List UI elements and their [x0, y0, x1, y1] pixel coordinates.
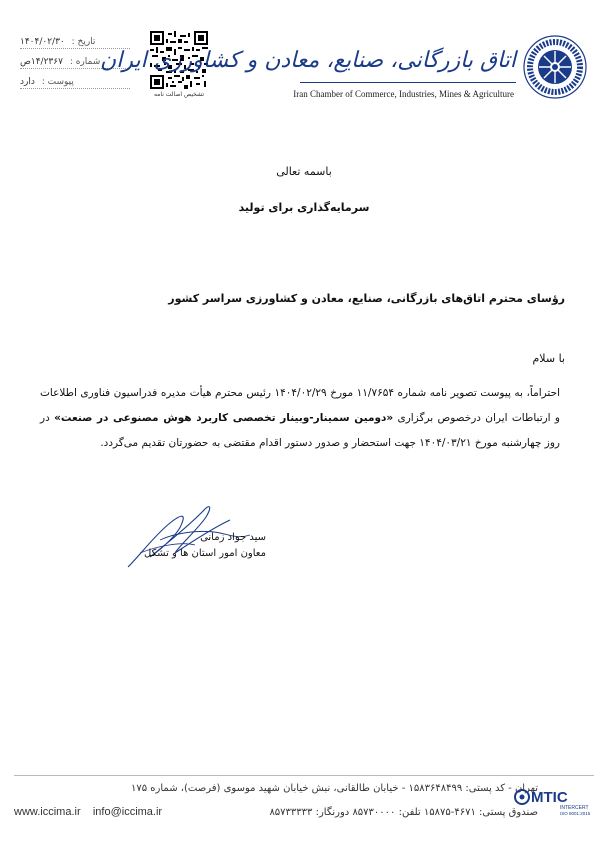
organization-name-en: Iran Chamber of Commerce, Industries, Mines & Agriculture [293, 89, 514, 99]
attachment-row [20, 77, 74, 87]
date-label: تاریخ : [71, 37, 96, 47]
attachment-divider [20, 88, 130, 89]
letter-recipient: رؤسای محترم اتاق‌های بازرگانی، صنایع، معادن و کشاورزی سراسر کشور [168, 292, 565, 305]
footer-address: تهران - کد پستی: ۱۵۸۳۶۴۸۴۹۹ - خیابان طالقانی، نبش خیابان شهید موسوی (فرصت)، شماره ۱۷۵ [131, 783, 538, 794]
cert-brand: MTIC [531, 789, 568, 806]
basmala-heading: باسمه تعالی [276, 165, 332, 178]
letter-greeting: با سلام [532, 352, 565, 365]
qr-caption: تشخیص اصالت نامه [153, 91, 205, 98]
date-value: ۱۴۰۴/۰۲/۳۰ [20, 37, 65, 47]
email-link[interactable]: info@iccima.ir [92, 806, 163, 818]
number-label: شماره : [69, 57, 101, 67]
number-row [20, 57, 100, 67]
footer-divider [14, 775, 594, 776]
cert-sub: INTERCERT [560, 805, 589, 811]
letter-paragraph [40, 381, 560, 456]
organization-name-fa: اتاق بازرگانی، صنایع، معادن و کشاورزی ایران [100, 48, 516, 73]
event-title: «دومین سمینار-وبینار تخصصی کاربرد هوش مصنوعی در صنعت» [54, 412, 394, 424]
letter-paragraph-part1: احتراماً، به پیوست تصویر نامه شماره ۱۱/۷۶۵۴ مورخ ۱۴۰۴/۰۲/۲۹ رئیس محترم هیأت مدیره فدراسیون فناوری اطلاعات و ارتباطات ایران درخصوص برگزاری [40, 387, 560, 424]
date-row [20, 37, 95, 47]
website-link[interactable]: www.iccima.ir [14, 806, 81, 818]
letter-subject: سرمایه‌گذاری برای تولید [238, 201, 370, 214]
header-divider [300, 82, 516, 83]
signer-title: معاون امور استان ها و تشکل [144, 548, 266, 559]
attachment-value: دارد [20, 77, 35, 87]
signer-name: سید جواد زمانی [200, 532, 266, 543]
number-value: ۱۴/۲۳۶۷ص [20, 57, 63, 67]
chamber-logo-icon [522, 34, 588, 100]
letter-paragraph-part2: در روز چهارشنبه مورخ ۱۴۰۴/۰۳/۲۱ جهت استحضار و صدور دستور اقدام مقتضی به حضورتان تقدیم می‌گردد. [40, 412, 560, 449]
footer-contact: صندوق پستی: ۴۶۷۱-۱۵۸۷۵ تلفن: ۸۵۷۳۰۰۰۰ دورنگار: ۸۵۷۳۳۳۳۳ [269, 807, 538, 818]
mtic-certification-logo-icon [514, 786, 596, 818]
attachment-label: پیوست : [41, 77, 74, 87]
cert-iso: ISO 9001:2015 [560, 811, 591, 816]
footer-web [14, 806, 162, 818]
